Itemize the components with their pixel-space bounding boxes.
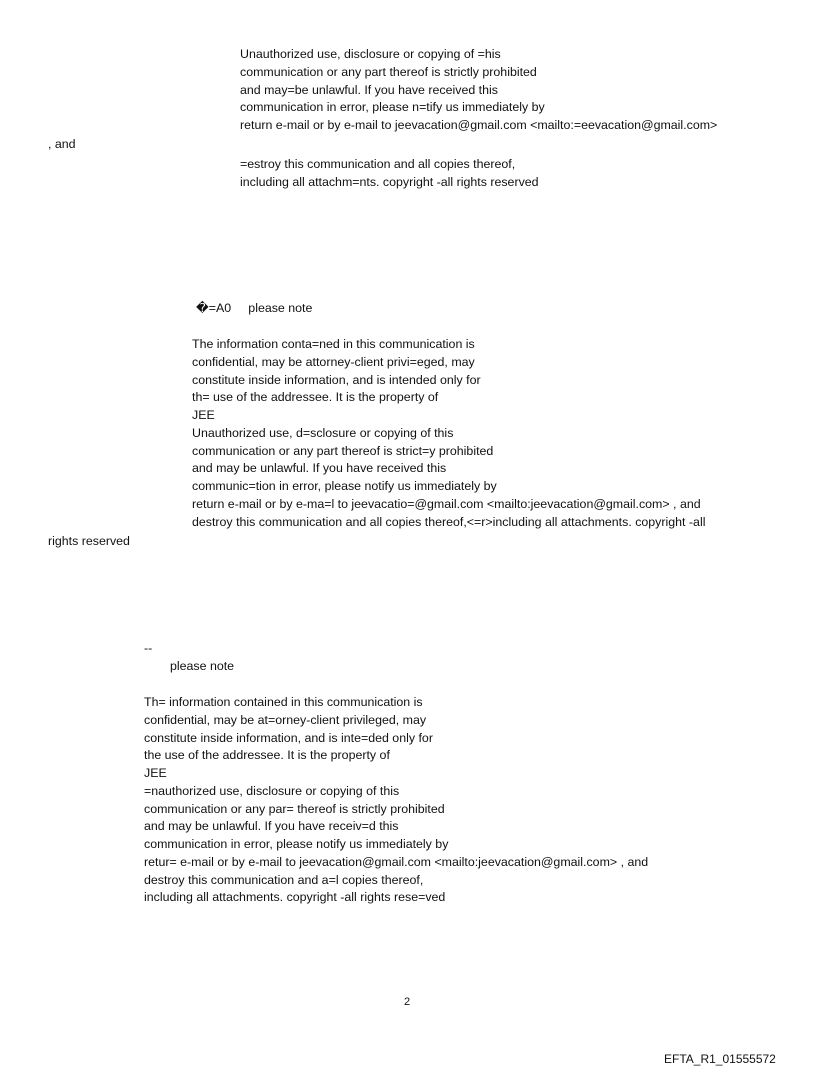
- text-line: =estroy this communication and all copies thereof,: [240, 157, 516, 171]
- dashes: --: [144, 641, 153, 655]
- text-line: JEE: [144, 766, 167, 780]
- text-line: confidential, may be attorney-client privi=eged, may: [192, 355, 475, 369]
- text-line: including all attachm=nts. copyright -all rights reserved: [240, 175, 539, 189]
- text-line: communication or any part thereof is strictly prohibited: [240, 65, 537, 79]
- text-line: constitute inside information, and is intended only for: [192, 373, 481, 387]
- text-line: and may be unlawful. If you have receiv=d this: [144, 819, 399, 833]
- text-line: The information conta=ned in this communication is: [192, 337, 475, 351]
- text-line: th= use of the addressee. It is the property of: [192, 390, 439, 404]
- document-id: EFTA_R1_01555572: [664, 1052, 776, 1066]
- text-line: return e-mail or by e-mail to jeevacation@gmail.com <mailto:=eevacation@gmail.com>: [240, 118, 718, 132]
- page-number: 2: [404, 996, 411, 1008]
- text-line: the use of the addressee. It is the property of: [144, 748, 390, 762]
- text-line: confidential, may be at=orney-client privileged, may: [144, 713, 427, 727]
- text-line: Unauthorized use, disclosure or copying of =his: [240, 47, 501, 61]
- text-line: JEE: [192, 408, 215, 422]
- text-line: communication in error, please n=tify us immediately by: [240, 100, 545, 114]
- text-line: Unauthorized use, d=sclosure or copying of this: [192, 426, 454, 440]
- text-line: and may be unlawful. If you have received this: [192, 461, 447, 475]
- text-line: , and: [48, 137, 76, 151]
- please-note-header: please note: [170, 659, 235, 673]
- text-line: retur= e-mail or by e-mail to jeevacation@gmail.com <mailto:jeevacation@gmail.com> , and: [144, 855, 649, 869]
- text-line: communication or any part thereof is strict=y prohibited: [192, 444, 494, 458]
- text-line: return e-mail or by e-ma=l to jeevacatio=@gmail.com <mailto:jeevacation@gmail.com> , and: [192, 497, 701, 511]
- text-line: communication or any par= thereof is strictly prohibited: [144, 802, 445, 816]
- text-line: communic=tion in error, please notify us immediately by: [192, 479, 497, 493]
- text-line: destroy this communication and a=l copies thereof,: [144, 873, 424, 887]
- text-line: communication in error, please notify us immediately by: [144, 837, 449, 851]
- text-line: rights reserved: [48, 534, 130, 548]
- text-line: =nauthorized use, disclosure or copying of this: [144, 784, 400, 798]
- text-line: Th= information contained in this communication is: [144, 695, 423, 709]
- text-line: destroy this communication and all copies thereof,<=r>including all attachments. copyright -all: [192, 515, 706, 529]
- text-line: including all attachments. copyright -all rights rese=ved: [144, 890, 446, 904]
- please-note-header: �=A0 please note: [196, 301, 313, 315]
- text-line: constitute inside information, and is inte=ded only for: [144, 731, 433, 745]
- text-line: and may=be unlawful. If you have received this: [240, 83, 498, 97]
